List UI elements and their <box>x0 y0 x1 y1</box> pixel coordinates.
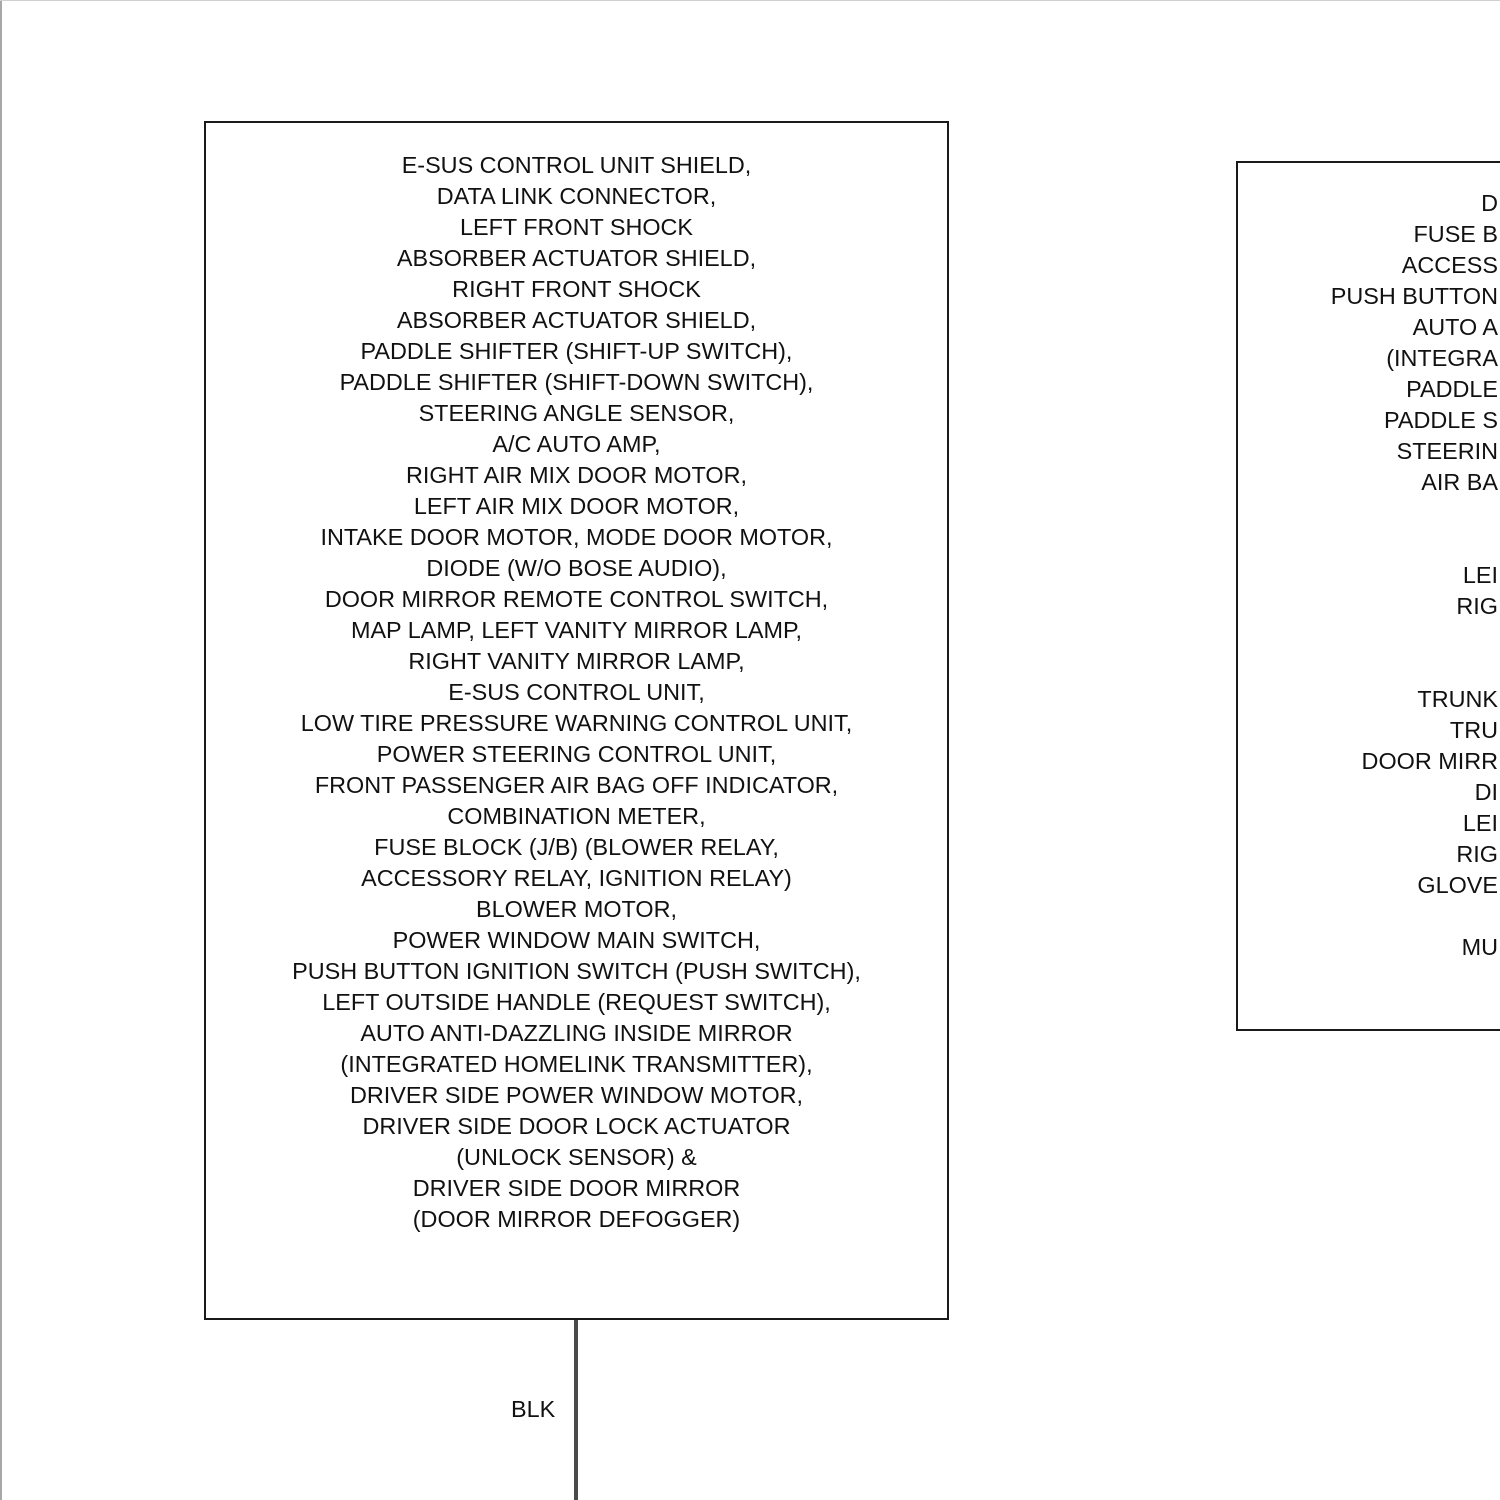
left-box-component-list <box>206 150 947 1235</box>
component-line: PADDLE SHIFTER (SHIFT-DOWN SWITCH), <box>339 369 814 395</box>
component-line <box>1331 622 1498 653</box>
wire-color-label: BLK <box>511 1396 556 1422</box>
component-line: TRUNK <box>1417 686 1498 712</box>
component-line: POWER WINDOW MAIN SWITCH, <box>392 927 761 953</box>
page-left-edge <box>0 0 2 1500</box>
component-line: (INTEGRATED HOMELINK TRANSMITTER), <box>340 1051 813 1077</box>
component-line: RIGHT AIR MIX DOOR MOTOR, <box>406 462 747 488</box>
component-line: RIG <box>1456 841 1498 867</box>
component-line: RIGHT VANITY MIRROR LAMP, <box>408 648 745 674</box>
component-line: BLOWER MOTOR, <box>475 896 677 922</box>
component-line <box>1331 653 1498 684</box>
component-line: RIGHT FRONT SHOCK <box>452 276 701 302</box>
ground-wire <box>574 1320 578 1500</box>
component-line: FUSE BLOCK (J/B) (BLOWER RELAY, <box>374 834 779 860</box>
component-line: DRIVER SIDE POWER WINDOW MOTOR, <box>349 1082 804 1108</box>
component-line: D <box>1481 190 1498 216</box>
ground-components-box-right <box>1236 161 1500 1031</box>
component-line: ABSORBER ACTUATOR SHIELD, <box>396 245 757 271</box>
component-line: RIG <box>1456 593 1498 619</box>
component-line: PADDLE SHIFTER (SHIFT-UP SWITCH), <box>360 338 793 364</box>
component-line: INTAKE DOOR MOTOR, MODE DOOR MOTOR, <box>320 524 833 550</box>
component-line: DOOR MIRR <box>1361 748 1498 774</box>
component-line: ABSORBER ACTUATOR SHIELD, <box>396 307 757 333</box>
component-line: DIODE (W/O BOSE AUDIO), <box>426 555 727 581</box>
component-line: E-SUS CONTROL UNIT, <box>448 679 705 705</box>
component-line: FRONT PASSENGER AIR BAG OFF INDICATOR, <box>314 772 839 798</box>
component-line: STEERIN <box>1396 438 1498 464</box>
component-line: LEI <box>1462 562 1498 588</box>
component-line: AUTO ANTI-DAZZLING INSIDE MIRROR <box>360 1020 793 1046</box>
page-top-edge <box>0 0 1500 1</box>
component-line: PUSH BUTTON IGNITION SWITCH (PUSH SWITCH), <box>292 958 861 984</box>
component-line: ACCESS <box>1401 252 1498 278</box>
component-line <box>1331 529 1498 560</box>
component-line: DRIVER SIDE DOOR LOCK ACTUATOR <box>362 1113 791 1139</box>
component-line: LEFT OUTSIDE HANDLE (REQUEST SWITCH), <box>322 989 831 1015</box>
component-line: STEERING ANGLE SENSOR, <box>418 400 735 426</box>
component-line: DRIVER SIDE DOOR MIRROR <box>412 1175 741 1201</box>
component-line: DATA LINK CONNECTOR, <box>436 183 717 209</box>
component-line: DI <box>1474 779 1498 805</box>
component-line: MAP LAMP, LEFT VANITY MIRROR LAMP, <box>350 617 803 643</box>
component-line: LOW TIRE PRESSURE WARNING CONTROL UNIT, <box>300 710 853 736</box>
component-line: LEFT FRONT SHOCK <box>459 214 694 240</box>
component-line: LEI <box>1462 810 1498 836</box>
component-line: A/C AUTO AMP, <box>492 431 661 457</box>
component-line: PADDLE <box>1406 376 1498 402</box>
ground-components-box-left <box>204 121 949 1320</box>
component-line: LEFT AIR MIX DOOR MOTOR, <box>413 493 740 519</box>
component-line: GLOVE <box>1417 872 1498 898</box>
component-line: (INTEGRA <box>1386 345 1498 371</box>
component-line: AIR BA <box>1421 469 1498 495</box>
component-line <box>1331 498 1498 529</box>
component-line: POWER STEERING CONTROL UNIT, <box>376 741 777 767</box>
component-line: ACCESSORY RELAY, IGNITION RELAY) <box>361 865 792 891</box>
component-line: TRU <box>1449 717 1498 743</box>
component-line: PADDLE S <box>1384 407 1498 433</box>
component-line: MU <box>1461 934 1498 960</box>
component-line: PUSH BUTTON <box>1330 283 1498 309</box>
component-line: (DOOR MIRROR DEFOGGER) <box>412 1206 741 1232</box>
component-line: COMBINATION METER, <box>447 803 706 829</box>
component-line: DOOR MIRROR REMOTE CONTROL SWITCH, <box>324 586 829 612</box>
right-box-component-list <box>1331 188 1498 963</box>
component-line: (UNLOCK SENSOR) & <box>456 1144 697 1170</box>
component-line: AUTO A <box>1412 314 1498 340</box>
component-line: FUSE B <box>1413 221 1498 247</box>
component-line <box>1331 901 1498 932</box>
component-line: E-SUS CONTROL UNIT SHIELD, <box>401 152 752 178</box>
